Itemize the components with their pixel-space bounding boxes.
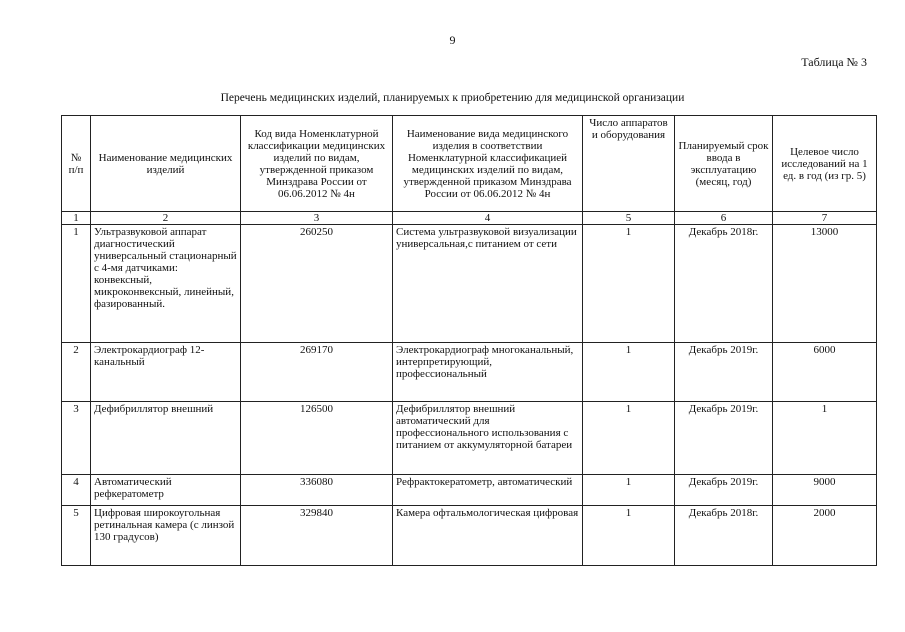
device-type: Электрокардиограф многоканальный, интерпретирующий, профессиональный xyxy=(393,343,583,402)
column-number: 1 xyxy=(62,212,91,225)
row-number: 1 xyxy=(62,225,91,343)
device-type: Дефибриллятор внешний автоматический для профессионального использования с питанием от аккумуляторной батареи xyxy=(393,402,583,475)
commission-date: Декабрь 2019г. xyxy=(675,475,773,506)
column-number: 3 xyxy=(241,212,393,225)
target-studies: 6000 xyxy=(773,343,877,402)
table-row xyxy=(62,506,877,566)
device-quantity: 1 xyxy=(583,506,675,566)
target-studies: 2000 xyxy=(773,506,877,566)
row-number: 3 xyxy=(62,402,91,475)
device-code: 269170 xyxy=(241,343,393,402)
target-studies: 9000 xyxy=(773,475,877,506)
device-code: 126500 xyxy=(241,402,393,475)
device-type: Камера офтальмологическая цифровая xyxy=(393,506,583,566)
document-title: Перечень медицинских изделий, планируемых к приобретению для медицинской организации xyxy=(220,92,685,104)
device-type: Рефрактокератометр, автоматический xyxy=(393,475,583,506)
device-name: Ультразвуковой аппарат диагностический универсальный стационарный с 4-мя датчиками: конвексный, микроконвексный, линейный, фазированный. xyxy=(91,225,241,343)
column-number: 7 xyxy=(773,212,877,225)
commission-date: Декабрь 2018г. xyxy=(675,506,773,566)
commission-date: Декабрь 2018г. xyxy=(675,225,773,343)
column-number: 4 xyxy=(393,212,583,225)
header-row xyxy=(62,116,877,212)
column-number: 6 xyxy=(675,212,773,225)
target-studies: 1 xyxy=(773,402,877,475)
row-number: 5 xyxy=(62,506,91,566)
target-studies: 13000 xyxy=(773,225,877,343)
column-number: 5 xyxy=(583,212,675,225)
header-date: Планируемый срок ввода в эксплуатацию (месяц, год) xyxy=(675,116,773,212)
header-num: № п/п xyxy=(62,116,91,212)
device-quantity: 1 xyxy=(583,402,675,475)
header-type: Наименование вида медицинского изделия в соответствии Номенклатурной классификацией медицинских изделий по видам, утвержденной приказом Минздрава России от 06.06.2012 № 4н xyxy=(393,116,583,212)
header-qty: Число аппаратов и оборудования xyxy=(583,116,675,212)
page-number: 9 xyxy=(449,33,456,47)
device-name: Электрокардиограф 12-канальный xyxy=(91,343,241,402)
device-code: 336080 xyxy=(241,475,393,506)
device-quantity: 1 xyxy=(583,343,675,402)
table-row xyxy=(62,343,877,402)
device-code: 260250 xyxy=(241,225,393,343)
row-number: 4 xyxy=(62,475,91,506)
header-target: Целевое число исследований на 1 ед. в год (из гр. 5) xyxy=(773,116,877,212)
table-row xyxy=(62,225,877,343)
device-name: Дефибриллятор внешний xyxy=(91,402,241,475)
commission-date: Декабрь 2019г. xyxy=(675,402,773,475)
device-quantity: 1 xyxy=(583,225,675,343)
table-row xyxy=(62,402,877,475)
header-code: Код вида Номенклатурной классификации медицинских изделий по видам, утвержденной приказом Минздрава России от 06.06.2012 № 4н xyxy=(241,116,393,212)
device-name: Цифровая широкоугольная ретинальная камера (с линзой 130 градусов) xyxy=(91,506,241,566)
equipment-table xyxy=(61,115,877,566)
table-row xyxy=(62,475,877,506)
column-number: 2 xyxy=(91,212,241,225)
column-number-row xyxy=(62,212,877,225)
device-code: 329840 xyxy=(241,506,393,566)
device-name: Автоматический рефкератометр xyxy=(91,475,241,506)
row-number: 2 xyxy=(62,343,91,402)
device-quantity: 1 xyxy=(583,475,675,506)
table-label: Таблица № 3 xyxy=(801,55,867,69)
header-name: Наименование медицинских изделий xyxy=(91,116,241,212)
commission-date: Декабрь 2019г. xyxy=(675,343,773,402)
device-type: Система ультразвуковой визуализации универсальная,с питанием от сети xyxy=(393,225,583,343)
